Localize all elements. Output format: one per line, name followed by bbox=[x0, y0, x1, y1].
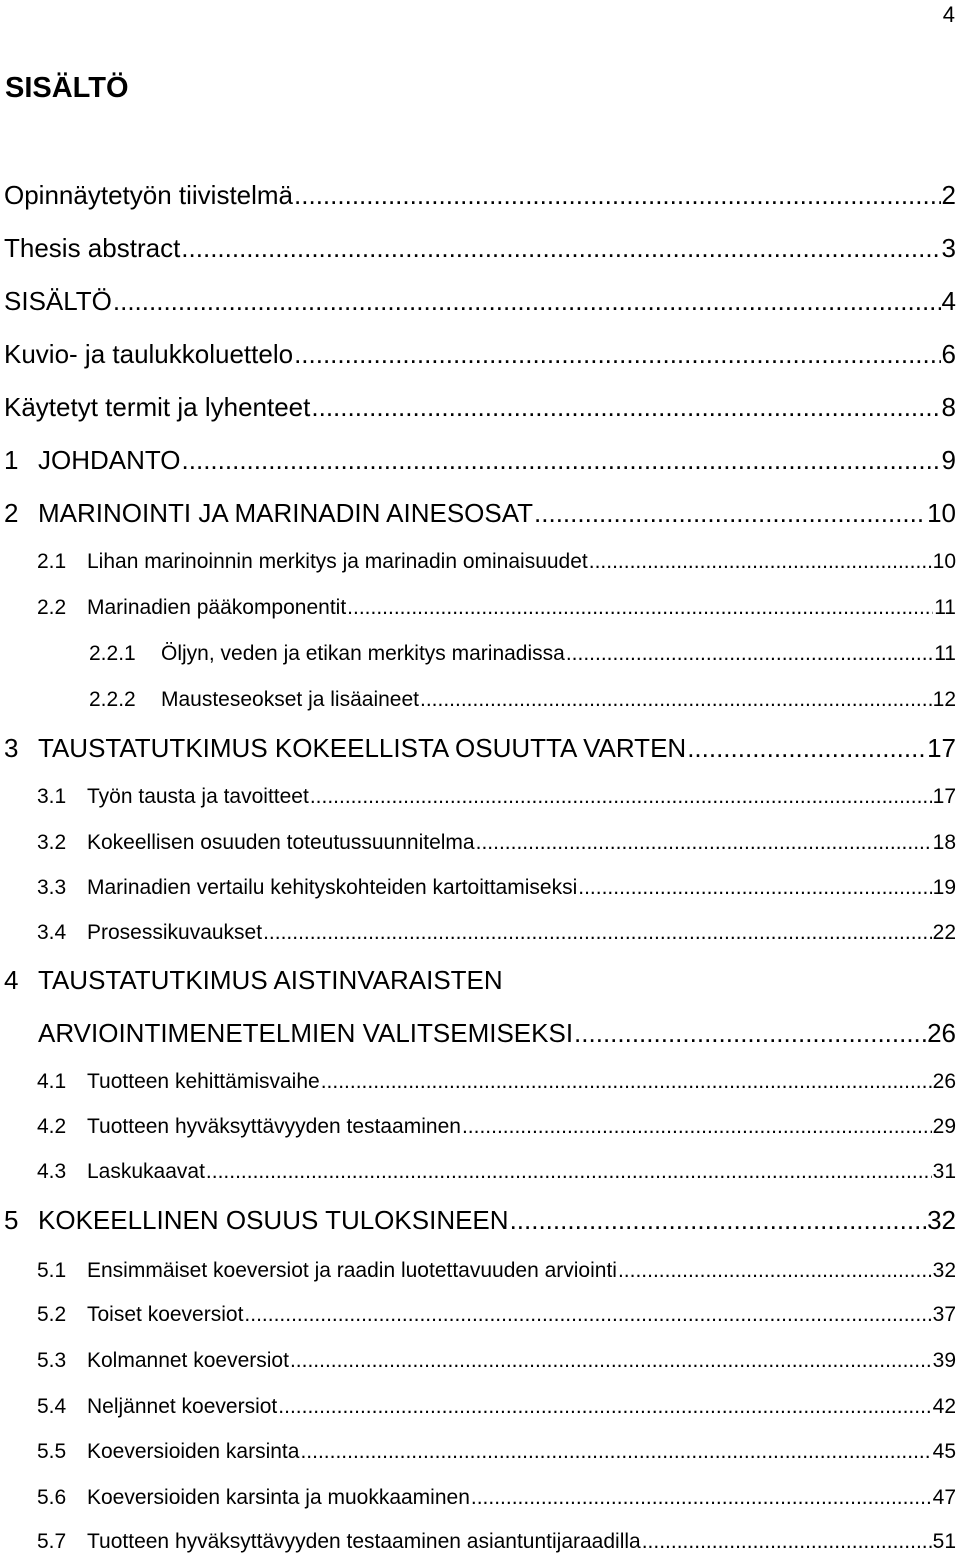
toc-entry-title: Tuotteen hyväksyttävyyden testaaminen asiantuntijaraadilla bbox=[87, 1530, 641, 1553]
toc-entry-title: Toiset koeversiot bbox=[87, 1303, 244, 1326]
toc-entry-title: Käytetyt termit ja lyhenteet bbox=[4, 392, 311, 422]
toc-entry-page: 10 bbox=[927, 498, 956, 528]
dot-leader bbox=[321, 1070, 932, 1094]
dot-leader bbox=[566, 642, 933, 666]
toc-entry-title: Marinadien vertailu kehityskohteiden kartoittamiseksi bbox=[87, 876, 578, 899]
toc-entry-number: 5.4 bbox=[37, 1395, 67, 1418]
toc-entry-page: 17 bbox=[927, 733, 956, 763]
toc-entry-title: SISÄLTÖ bbox=[4, 286, 112, 316]
toc-entry-number: 3.4 bbox=[37, 921, 67, 944]
toc-entry-section[interactable] bbox=[37, 831, 956, 855]
toc-entry-chapter-line2[interactable] bbox=[38, 1018, 956, 1049]
toc-entry-page: 51 bbox=[932, 1530, 956, 1553]
toc-entry-page: 8 bbox=[941, 392, 956, 422]
toc-entry-page: 42 bbox=[932, 1395, 956, 1418]
toc-entry-title: Marinadien pääkomponentit bbox=[87, 596, 347, 619]
toc-entry-page: 22 bbox=[932, 921, 956, 944]
dot-leader bbox=[310, 785, 932, 809]
toc-entry-subsection[interactable] bbox=[89, 642, 956, 666]
toc-heading: SISÄLTÖ bbox=[5, 72, 129, 104]
dot-leader bbox=[294, 339, 940, 370]
toc-entry-page: 18 bbox=[932, 831, 956, 854]
toc-entry-title: MARINOINTI JA MARINADIN AINESOSAT bbox=[38, 498, 534, 528]
toc-entry-title: Kuvio- ja taulukkoluettelo bbox=[4, 339, 294, 369]
toc-entry-section[interactable] bbox=[37, 1349, 956, 1373]
toc-entry-section[interactable] bbox=[37, 1486, 956, 1510]
toc-entry-title: JOHDANTO bbox=[38, 445, 181, 475]
toc-entry-section[interactable] bbox=[37, 876, 956, 900]
toc-entry-title: Tuotteen hyväksyttävyyden testaaminen bbox=[87, 1115, 461, 1138]
toc-entry-number: 3.1 bbox=[37, 785, 67, 808]
toc-entry-title: Kolmannet koeversiot bbox=[87, 1349, 289, 1372]
toc-entry-page: 11 bbox=[934, 642, 956, 665]
toc-entry-page: 4 bbox=[941, 286, 956, 316]
toc-entry-title: Prosessikuvaukset bbox=[87, 921, 263, 944]
toc-entry[interactable] bbox=[4, 233, 956, 264]
toc-entry-section[interactable] bbox=[37, 550, 956, 574]
dot-leader bbox=[618, 1259, 932, 1283]
toc-entry-section[interactable] bbox=[37, 596, 956, 620]
toc-entry-section[interactable] bbox=[37, 1259, 956, 1283]
toc-entry-title: Työn tausta ja tavoitteet bbox=[87, 785, 309, 808]
toc-entry-title: Koeversioiden karsinta ja muokkaaminen bbox=[87, 1486, 470, 1509]
dot-leader bbox=[294, 180, 941, 211]
dot-leader bbox=[311, 392, 940, 423]
toc-entry-number: 5.3 bbox=[37, 1349, 67, 1372]
toc-entry-number: 2.2.2 bbox=[89, 688, 136, 711]
dot-leader bbox=[534, 498, 926, 529]
toc-entry[interactable] bbox=[4, 286, 956, 317]
toc-entry-page: 19 bbox=[932, 876, 956, 899]
toc-entry-title: Thesis abstract bbox=[4, 233, 181, 263]
toc-entry-section[interactable] bbox=[37, 785, 956, 809]
toc-entry-section[interactable] bbox=[37, 1440, 956, 1464]
toc-entry-page: 2 bbox=[941, 180, 956, 210]
toc-entry-title: Opinnäytetyön tiivistelmä bbox=[4, 180, 294, 210]
toc-entry-number: 4.3 bbox=[37, 1160, 67, 1183]
toc-entry-number: 5.1 bbox=[37, 1259, 67, 1282]
dot-leader bbox=[510, 1205, 927, 1236]
toc-entry-number: 5.5 bbox=[37, 1440, 67, 1463]
toc-entry-number: 2.2.1 bbox=[89, 642, 136, 665]
dot-leader bbox=[182, 445, 941, 476]
dot-leader bbox=[589, 550, 932, 574]
toc-entry-number: 4.1 bbox=[37, 1070, 67, 1093]
toc-entry-chapter[interactable] bbox=[4, 445, 956, 476]
toc-entry-title: Tuotteen kehittämisvaihe bbox=[87, 1070, 320, 1093]
toc-entry-number: 5.2 bbox=[37, 1303, 67, 1326]
toc-entry-page: 31 bbox=[932, 1160, 956, 1183]
toc-entry-title: Neljännet koeversiot bbox=[87, 1395, 278, 1418]
toc-entry-title: TAUSTATUTKIMUS AISTINVARAISTEN bbox=[38, 965, 503, 995]
toc-entry-number: 3 bbox=[4, 733, 19, 763]
toc-entry-number: 5 bbox=[4, 1205, 19, 1235]
toc-entry-chapter[interactable] bbox=[4, 498, 956, 529]
toc-entry-section[interactable] bbox=[37, 1530, 956, 1554]
toc-entry-page: 12 bbox=[932, 688, 956, 711]
toc-entry-page: 29 bbox=[932, 1115, 956, 1138]
toc-entry-title: Koeversioiden karsinta bbox=[87, 1440, 300, 1463]
toc-entry-number: 4 bbox=[4, 965, 19, 995]
toc-entry-number: 2.2 bbox=[37, 596, 67, 619]
dot-leader bbox=[574, 1018, 926, 1049]
dot-leader bbox=[687, 733, 926, 764]
toc-entry-number: 5.7 bbox=[37, 1530, 67, 1553]
dot-leader bbox=[578, 876, 931, 900]
toc-entry-page: 6 bbox=[941, 339, 956, 369]
toc-entry-section[interactable] bbox=[37, 921, 956, 945]
toc-entry-chapter[interactable] bbox=[4, 1205, 956, 1236]
toc-entry-title: Mausteseokset ja lisäaineet bbox=[161, 688, 419, 711]
toc-entry-page: 3 bbox=[941, 233, 956, 263]
toc-entry-page: 45 bbox=[932, 1440, 956, 1463]
toc-entry-section[interactable] bbox=[37, 1303, 956, 1327]
toc-entry-page: 47 bbox=[932, 1486, 956, 1509]
toc-entry-title: ARVIOINTIMENETELMIEN VALITSEMISEKSI bbox=[38, 1018, 574, 1048]
toc-entry-number: 4.2 bbox=[37, 1115, 67, 1138]
toc-entry-number: 3.2 bbox=[37, 831, 67, 854]
toc-entry[interactable] bbox=[4, 339, 956, 370]
dot-leader bbox=[471, 1486, 932, 1510]
dot-leader bbox=[347, 596, 933, 620]
dot-leader bbox=[113, 286, 941, 317]
toc-entry-number: 3.3 bbox=[37, 876, 67, 899]
toc-entry-title: KOKEELLINEN OSUUS TULOKSINEEN bbox=[38, 1205, 509, 1235]
toc-entry[interactable] bbox=[4, 180, 956, 211]
toc-entry-page: 39 bbox=[932, 1349, 956, 1372]
dot-leader bbox=[642, 1530, 932, 1554]
toc-entry-page: 17 bbox=[932, 785, 956, 808]
toc-entry-chapter[interactable] bbox=[4, 733, 956, 764]
toc-entry-title: Öljyn, veden ja etikan merkitys marinadissa bbox=[161, 642, 565, 665]
dot-leader bbox=[278, 1395, 931, 1419]
dot-leader bbox=[181, 233, 940, 264]
toc-entry-page: 26 bbox=[932, 1070, 956, 1093]
toc-entry-page: 37 bbox=[932, 1303, 956, 1326]
toc-entry-section[interactable] bbox=[37, 1070, 956, 1094]
toc-entry-section[interactable] bbox=[37, 1160, 956, 1184]
toc-entry-number: 2.1 bbox=[37, 550, 67, 573]
toc-entry-chapter-line1[interactable] bbox=[4, 965, 503, 996]
toc-entry-number: 1 bbox=[4, 445, 19, 475]
toc-entry-page: 11 bbox=[934, 596, 956, 619]
dot-leader bbox=[420, 688, 932, 712]
dot-leader bbox=[462, 1115, 932, 1139]
toc-entry-title: Lihan marinoinnin merkitys ja marinadin ominaisuudet bbox=[87, 550, 588, 573]
toc-entry-title: Ensimmäiset koeversiot ja raadin luotettavuuden arviointi bbox=[87, 1259, 617, 1282]
page-number: 4 bbox=[942, 2, 955, 27]
dot-leader bbox=[263, 921, 932, 945]
toc-entry-number: 5.6 bbox=[37, 1486, 67, 1509]
toc-entry-page: 32 bbox=[932, 1259, 956, 1282]
toc-entry-page: 9 bbox=[941, 445, 956, 475]
dot-leader bbox=[476, 831, 932, 855]
toc-entry-title: Laskukaavat bbox=[87, 1160, 205, 1183]
toc-entry-page: 32 bbox=[927, 1205, 956, 1235]
toc-entry-page: 26 bbox=[927, 1018, 956, 1048]
dot-leader bbox=[244, 1303, 931, 1327]
toc-entry-section[interactable] bbox=[37, 1395, 956, 1419]
toc-entry-title: Kokeellisen osuuden toteutussuunnitelma bbox=[87, 831, 475, 854]
toc-entry-title: TAUSTATUTKIMUS KOKEELLISTA OSUUTTA VARTEN bbox=[38, 733, 687, 763]
toc-entry[interactable] bbox=[4, 392, 956, 423]
toc-entry-page: 10 bbox=[932, 550, 956, 573]
toc-entry-number: 2 bbox=[4, 498, 19, 528]
dot-leader bbox=[300, 1440, 931, 1464]
toc-entry-section[interactable] bbox=[37, 1115, 956, 1139]
dot-leader bbox=[290, 1349, 932, 1373]
toc-entry-subsection[interactable] bbox=[89, 688, 956, 712]
dot-leader bbox=[206, 1160, 932, 1184]
